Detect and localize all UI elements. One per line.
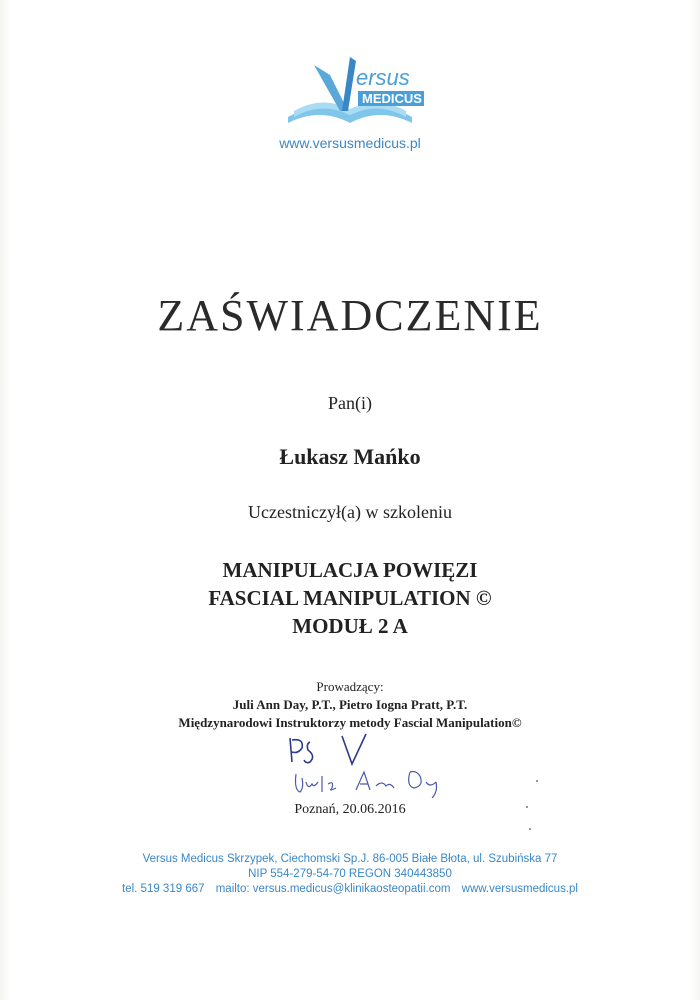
course-title (0, 556, 700, 640)
certificate-title: ZAŚWIADCZENIE (157, 291, 543, 340)
course-title-line: FASCIAL MANIPULATION © (208, 586, 492, 610)
salutation: Pan(i) (328, 393, 372, 413)
footer-phone: tel. 519 319 667 (122, 883, 205, 895)
scan-speck (536, 780, 538, 782)
svg-text:ersus: ersus (356, 65, 410, 90)
instructors-role: Międzynarodowi Instruktorzy metody Fascial Manipulation© (178, 715, 522, 730)
participation-statement: Uczestniczył(a) w szkoleniu (248, 502, 452, 522)
footer-contact-line (0, 882, 700, 897)
instructors-label: Prowadzący: (316, 679, 384, 694)
footer-email: mailto: versus.medicus@klinikaosteopatii.com (215, 883, 451, 895)
place-and-date: Poznań, 20.06.2016 (294, 802, 406, 817)
instructors-names: Juli Ann Day, P.T., Pietro Iogna Pratt, P.T. (232, 697, 468, 712)
scan-speck (526, 806, 528, 808)
svg-text:MEDICUS: MEDICUS (362, 91, 422, 106)
footer-website: www.versusmedicus.pl (461, 883, 578, 895)
footer-company: Versus Medicus Skrzypek, Ciechomski Sp.J. 86-005 Białe Błota, ul. Szubińska 77 (142, 853, 558, 865)
scan-speck (529, 828, 531, 830)
footer-contact (0, 852, 700, 897)
course-title-line: MODUŁ 2 A (292, 614, 408, 638)
course-title-line: MANIPULACJA POWIĘZI (222, 558, 478, 582)
handwritten-signatures (270, 730, 460, 810)
participant-name: Łukasz Mańko (279, 444, 421, 469)
versus-medicus-logo (270, 55, 430, 130)
footer-registry: NIP 554-279-54-70 REGON 340443850 (248, 868, 452, 880)
website-url: www.versusmedicus.pl (279, 135, 421, 151)
instructors-block (0, 678, 700, 732)
